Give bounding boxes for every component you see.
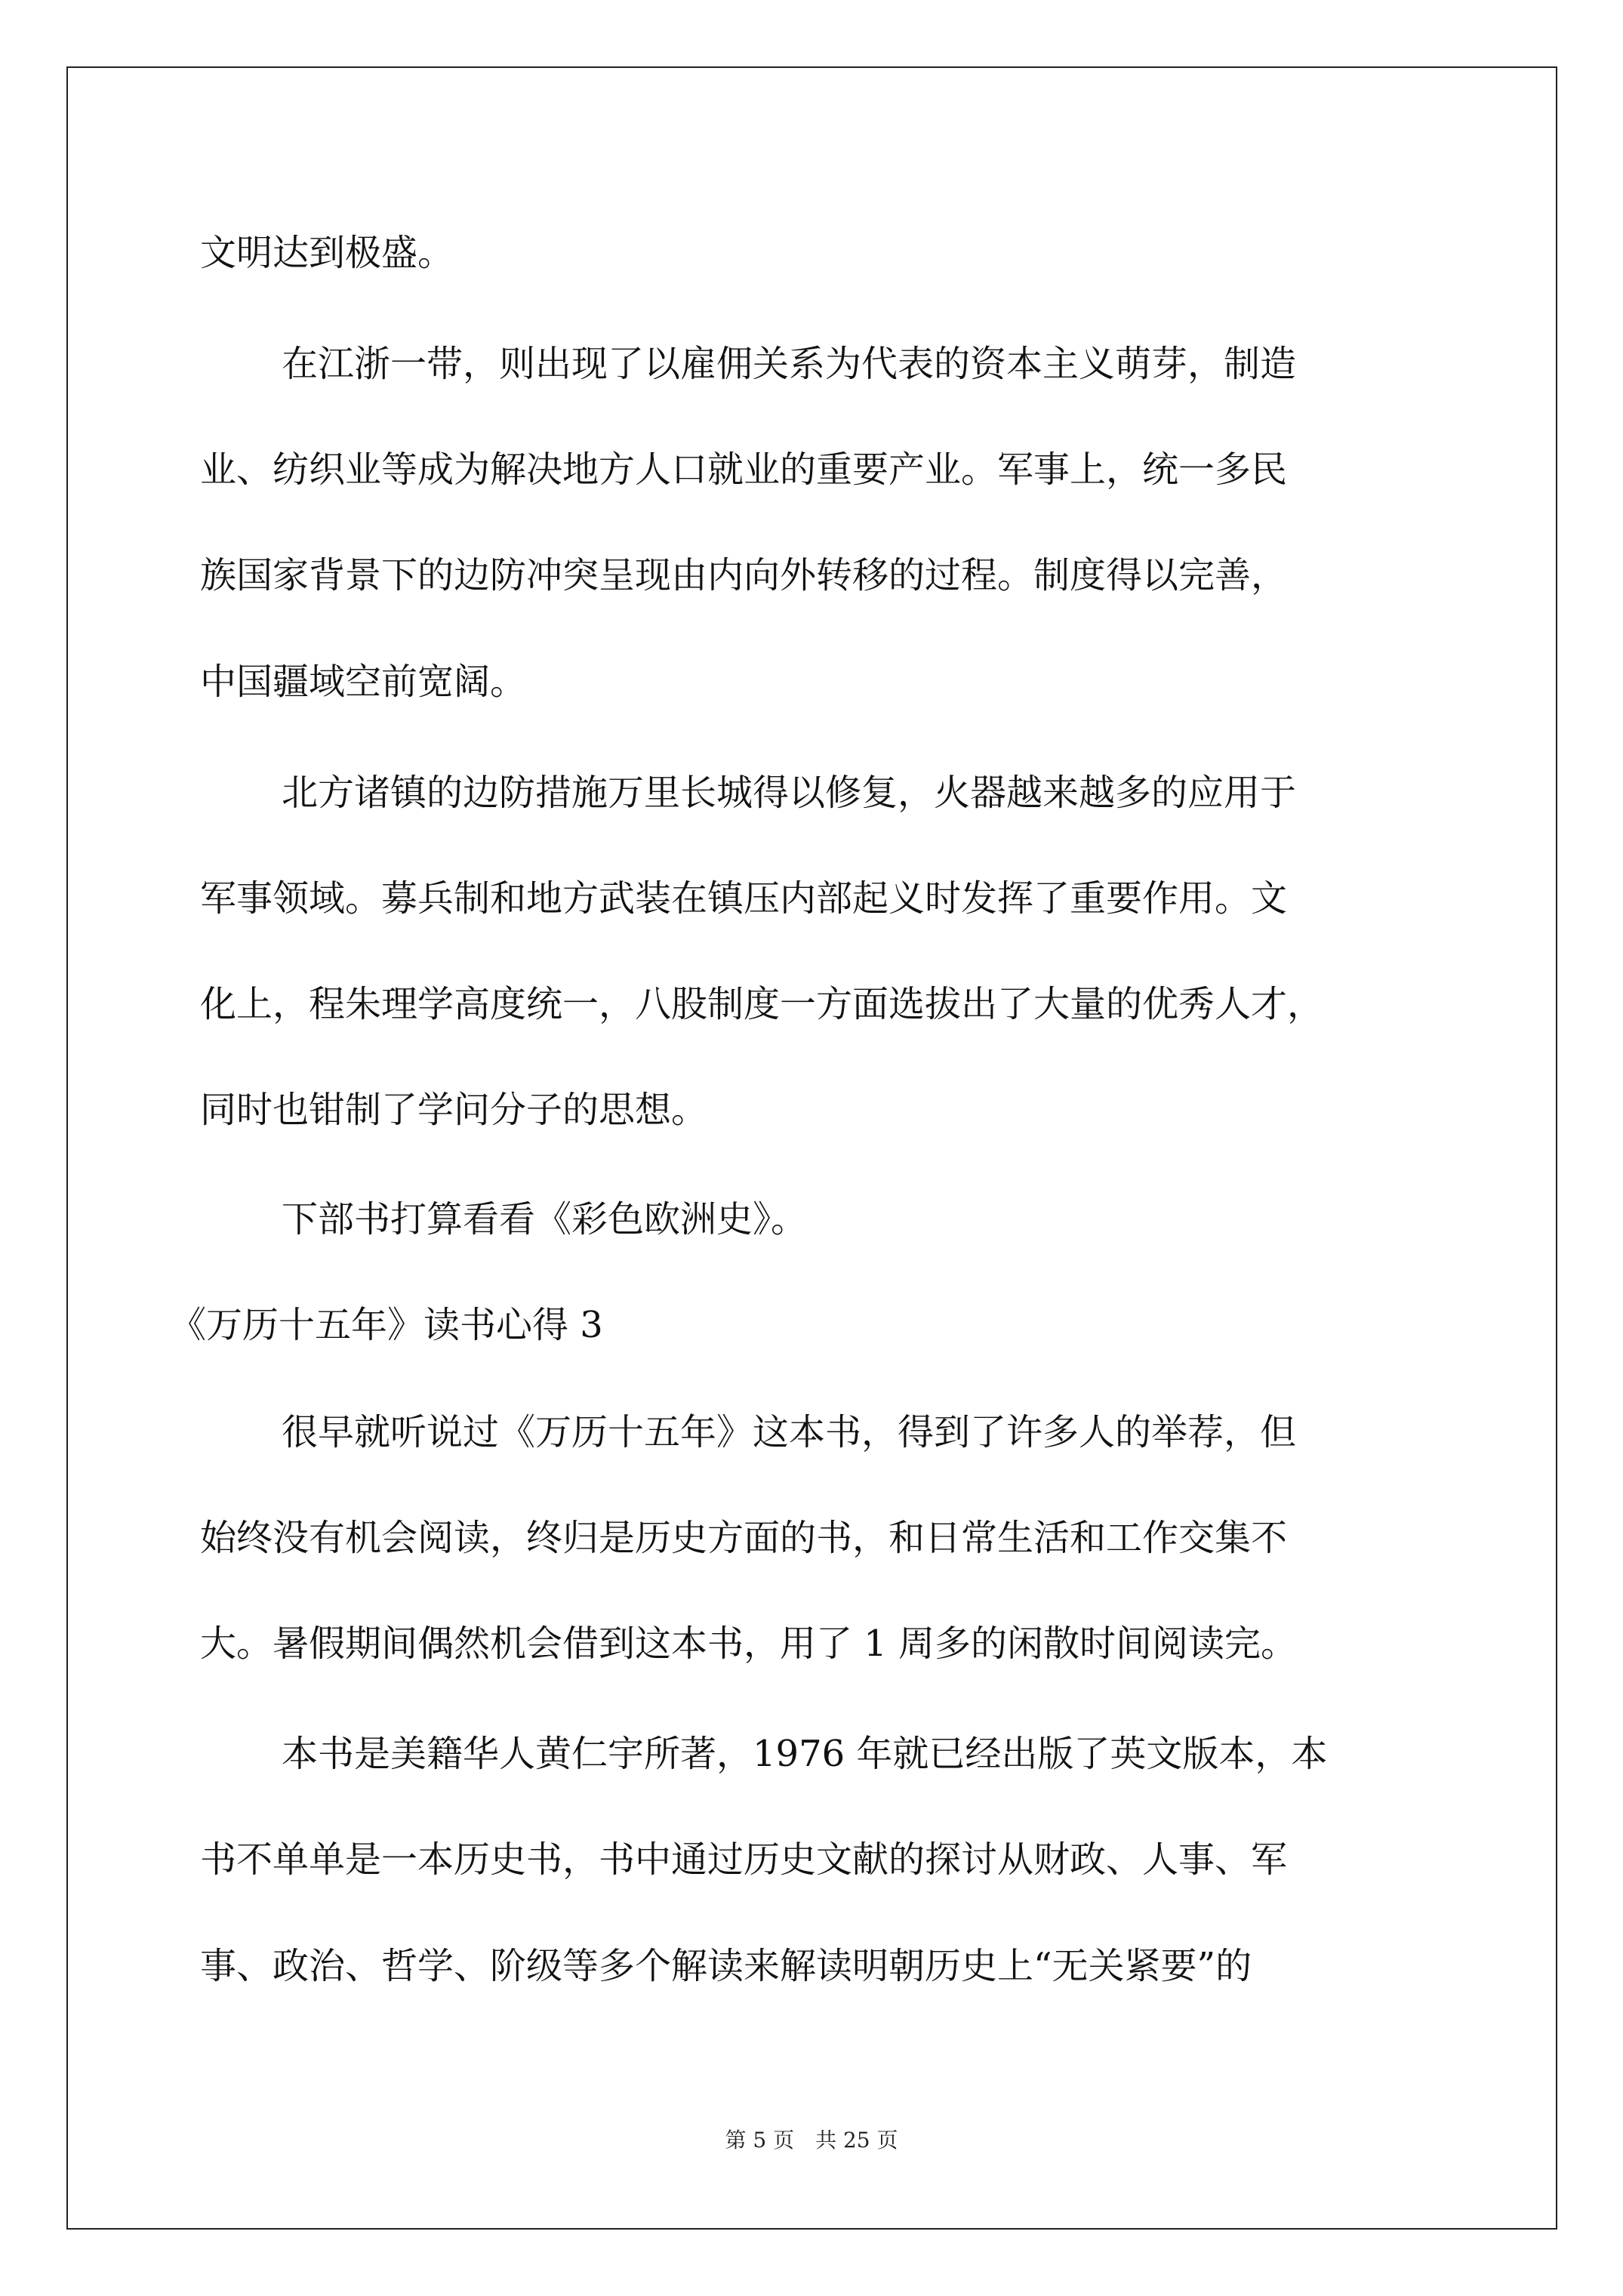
text-line: 化上，程朱理学高度统一，八股制度一方面选拔出了大量的优秀人才， <box>200 983 1324 1025</box>
text-line: 军事领域。募兵制和地方武装在镇压内部起义时发挥了重要作用。文 <box>200 877 1288 920</box>
text-line: 族国家背景下的边防冲突呈现由内向外转移的过程。制度得以完善， <box>200 554 1288 596</box>
text-line: 大。暑假期间偶然机会借到这本书，用了 1 周多的闲散时间阅读完。 <box>200 1623 1298 1665</box>
text-line: 业、纺织业等成为解决地方人口就业的重要产业。军事上，统一多民 <box>200 448 1288 491</box>
text-line: 同时也钳制了学问分子的思想。 <box>200 1089 708 1131</box>
paragraph-first-line: 本书是美籍华人黄仁宇所著，1976 年就已经出版了英文版本，本 <box>282 1733 1328 1775</box>
page-number: 第 5 页 共 25 页 <box>725 2128 898 2153</box>
text-line: 中国疆域空前宽阔。 <box>200 661 527 703</box>
text-line: 书不单单是一本历史书，书中通过历史文献的探讨从财政、人事、军 <box>200 1838 1288 1881</box>
paragraph-first-line: 北方诸镇的边防措施万里长城得以修复，火器越来越多的应用于 <box>282 772 1297 814</box>
text-line: 事、政治、哲学、阶级等多个解读来解读明朝历史上“无关紧要”的 <box>200 1945 1252 1987</box>
paragraph-first-line: 在江浙一带，则出现了以雇佣关系为代表的资本主义萌芽，制造 <box>282 343 1297 385</box>
paragraph-first-line: 下部书打算看看《彩色欧洲史》。 <box>282 1198 808 1240</box>
section-heading: 《万历十五年》读书心得 3 <box>170 1304 603 1346</box>
text-line: 文明达到极盛。 <box>200 232 454 274</box>
page-border <box>66 66 1557 2230</box>
paragraph-first-line: 很早就听说过《万历十五年》这本书，得到了许多人的举荐，但 <box>282 1411 1297 1453</box>
text-line: 始终没有机会阅读，终归是历史方面的书，和日常生活和工作交集不 <box>200 1517 1288 1559</box>
